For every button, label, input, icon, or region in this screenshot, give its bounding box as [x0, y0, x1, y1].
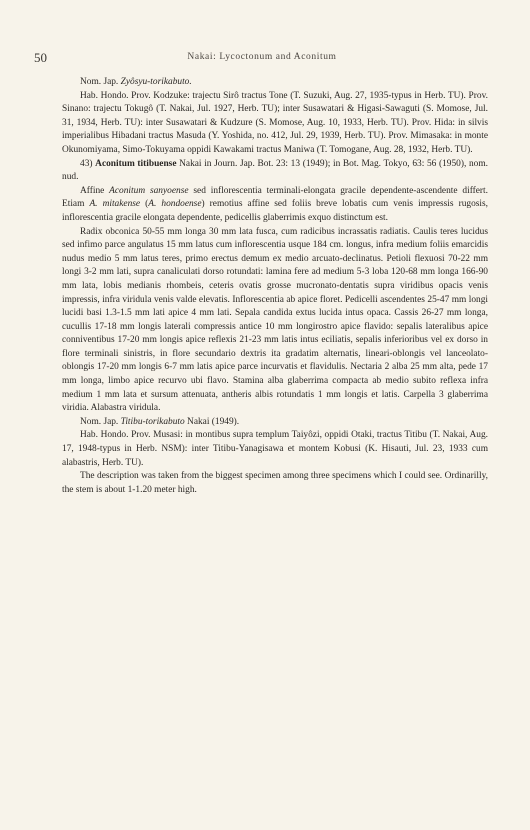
running-title: Nakai: Lycoctonum and Aconitum	[187, 52, 337, 62]
text-run: Aconitum sanyoense	[109, 185, 189, 196]
text-run: Aconitum titibuense	[95, 158, 177, 169]
text-run: (	[140, 199, 149, 210]
text-run: Zyôsyu-torikabuto.	[120, 77, 192, 87]
text-run: ) remotius affine sed foliis breve lobatis cum venis impressis rugosis, inflorescentia gracile elongata dependente, pedicellis glaberrimis exquo distinctum est.	[62, 199, 489, 223]
text-run: Nom. Jap.	[80, 77, 121, 87]
text-run: Nakai (1949).	[184, 416, 240, 427]
text-run: Nom. Jap.	[80, 416, 121, 427]
text-run: A. hondoense	[148, 199, 202, 210]
text-run: 43)	[80, 158, 96, 169]
text-run: sed inflorescentia terminali-elongata gracile dependente-ascendente differt. Etiam	[62, 185, 488, 210]
text-run: A. mitakense	[89, 199, 141, 210]
page-number: 50	[34, 50, 47, 65]
text-run: The description was taken from the biggest specimen among three specimens which I could see. Ordinarilly, the stem is about 1-1.20 meter high.	[62, 471, 488, 495]
paragraph-affinity	[62, 185, 488, 226]
text-run: Hab. Hondo. Prov. Musasi: in montibus supra templum Taiyôzi, oppidi Otaki, tractus Titibu (T. Nakai, Aug. 17, 1948-typus in Herb. NSM): inter Titibu-Yanagisawa et montem Kobusi (K. Hisauti, Jul. 23, 1933 cum alabastris, Herb. TU).	[62, 430, 488, 468]
body-text	[62, 76, 488, 497]
page-header	[34, 52, 490, 68]
paragraph-habitat-2	[62, 429, 488, 470]
paragraph-nom-jap-2	[62, 416, 488, 430]
text-run: Radix obconica 50-55 mm longa 30 mm lata fusca, cum radicibus incrassatis radiatis. Caulis teres lucidus sed infimo parce angulatus 15 mm latus cum inflorescentia usque 184 cm. longus, infra medium foliis emarcidis nudus medio 5 mm latus teres, primo erectus demum ex medio arcuato-declinatus. Petioli flexuosi 70-22 mm longi 3-2 mm lati, supra canaliculati dorso rotundati: lamina fere ad medium 5-3 loba 120-68 mm longa 166-90 mm lata, lobis medianis rhombeis, ceteris ovatis grosse mucronato-dentatis supra viridibus opacis venis impressis, infra viridula venis valde elevatis. Inflorescentia ab apice floret. Pedicelli ascendentes 25-47 mm longi lucidi basi 1.3-1.5 mm lati apice 4 mm lati. Sepala candida extus lucida intus opaca. Cassis 26-27 mm longa, cucullis 17-18 mm longis laterali compressis antice 10 mm longirostro apice flavido: sepalis lateralibus apice conniventibus 17-20 mm longis apice reflexis 21-23 mm latis intus eciliatis, sepalis inferioribus vel ex dorso in flore terminali sinistris, in flore secundario dextris ita gradatim alternatis, lineari-oblongis vel lanceolato-oblongis 17-20 mm longis 6-7 mm latis apice parce incurvatis et flavidulis. Nectaria 2 alba 25 mm alta, pede 17 mm longa, limbo apice recurvo ubi flavo. Stamina alba glaberrima compacta ab medio subito reflexa infra medium 1 mm lata et sursum attenuata, antheris albis rotundatis 1 mm longis et latis. Carpella 3 glaberrima viridia. Alabastra viridula.	[62, 226, 488, 414]
paragraph-nom-jap-1	[62, 76, 488, 90]
paragraph-species-heading	[62, 158, 488, 185]
paragraph-description	[62, 226, 488, 416]
text-run: Hab. Hondo. Prov. Kodzuke: trajectu Sirô tractus Tone (T. Suzuki, Aug. 27, 1935-typus in Herb. TU). Prov. Sinano: trajectu Tokugô (T. Nakai, Jul. 1927, Herb. TU); inter Susawatari & Higasi-Sawaguti (S. Momose, Jul. 31, 1934, Herb. TU): inter Susawatari & Kudzure (S. Momose, Aug. 10, 1933, Herb. TU). Prov. Hida: in silvis imperialibus Hibadani tractus Masuda (Y. Yoshida, no. 412, Jul. 29, 1939, Herb. TU). Prov. Mimasaka: in monte Okunomiyama, Simo-Tokuyama oppidi Kawakami tractus Maniwa (T. Tomogane, Aug. 28, 1932, Herb. TU).	[62, 90, 488, 155]
text-run: Affine	[80, 185, 110, 196]
paragraph-note	[62, 470, 488, 497]
text-run: Nakai in Journ. Jap. Bot. 23: 13 (1949); in Bot. Mag. Tokyo, 63: 56 (1950), nom. nud.	[62, 158, 488, 183]
text-run: Titibu-torikabuto	[120, 416, 185, 427]
paragraph-habitat-1	[62, 90, 488, 158]
